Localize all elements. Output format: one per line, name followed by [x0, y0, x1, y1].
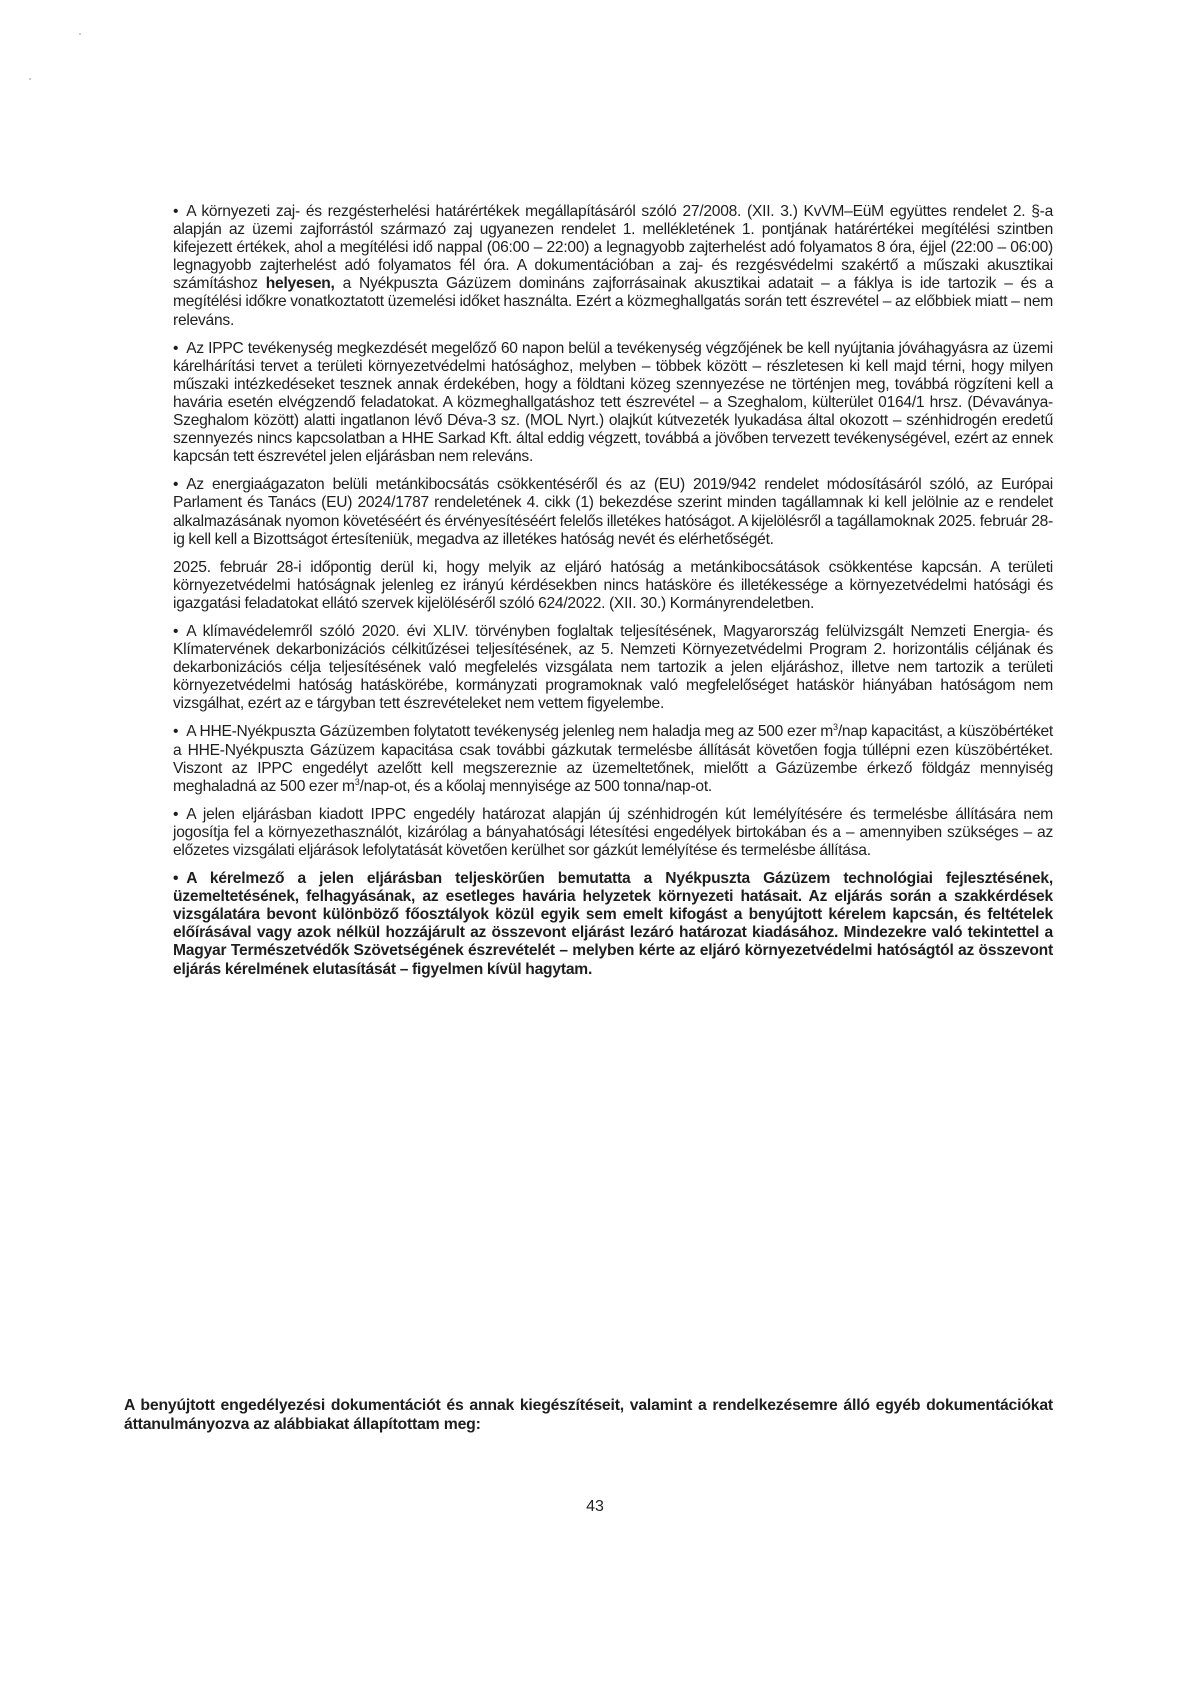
paragraph-ippc-damage-plan — [173, 340, 1053, 467]
paragraph-text: /nap-ot, és a kőolaj mennyisége az 500 tonna/nap-ot. — [359, 777, 713, 795]
superscript: 3 — [833, 722, 838, 733]
paragraph-text: A jelen eljárásban kiadott IPPC engedély határozat alapján új szénhidrogén kút lemélyítésére és termelésbe állítására nem jogosítja fel a környezethasználót, kizárólag a bányahatósági létesítési engedélyek birtokában és a – amennyiben szükséges – az előzetes vizsgálati eljárások lefolytatását követően kerülhet sor gázkút lemélyítése és termelésbe állítása. — [173, 805, 1053, 859]
bullet: • — [173, 339, 179, 357]
paragraph-methane-regulation — [173, 476, 1053, 548]
bullet: • — [173, 870, 179, 888]
bullet: • — [173, 203, 179, 220]
superscript: 3 — [354, 776, 360, 787]
paragraph-methane-authority — [173, 559, 1053, 613]
paragraph-capacity-threshold — [173, 723, 1053, 795]
paragraph-new-wells — [173, 806, 1053, 860]
paragraph-text: Az IPPC tevékenység megkezdését megelőző 60 napon belül a tevékenység végzőjének be kell nyújtania jóváhagyásra az üzemi kárelhárítási tervet a területi környezetvédelmi hatósághoz, melyben – többek között – részletesen ki kell majd térni, hogy milyen műszaki intézkedéseket tesznek annak érdekében, hogy a földtani közeg szennyezése ne történjen meg, továbbá rögzíteni kell a havária esetén elvégzendő feladatokat. A közmeghallgatáshoz tett észrevétel – a Szeghalom, külterület 0164/1 hrsz. (Dévaványa-Szeghalom között) alatti ingatlanon lévő Déva-3 sz. (MOL Nyrt.) olajkút kútvezeték lyukadása által okozott – szénhidrogén eredetű szennyezés nincs kapcsolatban a HHE Sarkad Kft. által eddig végzett, továbbá a jövőben tervezett tevékenységével, ezért az ennek kapcsán tett észrevétel jelen eljárásban nem releváns. — [173, 339, 1053, 466]
document-body — [173, 203, 1053, 989]
bullet: • — [173, 476, 179, 494]
paragraph-climate-law — [173, 623, 1053, 713]
paragraph-applicant-conclusion — [173, 870, 1053, 979]
closing-statement: A benyújtott engedélyezési dokumentációt és annak kiegészítéseit, valamint a rendelkezésemre álló egyéb dokumentációkat áttanulmányozva az alábbiakat állapítottam meg: — [124, 1397, 1053, 1433]
bullet: • — [173, 622, 179, 640]
emphasis-text: helyesen, — [265, 275, 335, 293]
bullet: • — [173, 805, 179, 823]
page-number: 43 — [586, 1498, 604, 1515]
scan-speck — [29, 78, 31, 80]
paragraph-text: A kérelmező a jelen eljárásban teljeskörűen bemutatta a Nyékpuszta Gázüzem technológiai fejlesztésének, üzemeltetésének, felhagyásának, az esetleges havária helyzetek környezeti hatásait. Az eljárás során a szakkérdések vizsgálatára bevont különböző főosztályok közül egyik sem emelt kifogást a benyújtott kérelem kapcsán, és feltételek előírásával vagy azok nélkül hozzájárult az összevont eljárást lezáró határozat kiadásához. Mindezekre való tekintettel a Magyar Természetvédők Szövetségének észrevételét – melyben kérte az eljáró környezetvédelmi hatóságtól az összevont eljárás kérelmének elutasítását – figyelmen kívül hagytam. — [173, 870, 1053, 978]
paragraph-text: A HHE-Nyékpuszta Gázüzemben folytatott tevékenység jelenleg nem haladja meg az 500 ezer m — [186, 723, 834, 741]
paragraph-noise-limits — [173, 203, 1053, 330]
paragraph-text: /nap kapacitást, a küszöbértéket a HHE-Nyékpuszta Gázüzem kapacitása csak további gázkutak termelésbe állítását követően fogja túllépni ezen küszöbértéket. Viszont az IPPC engedélyt azelőtt kell megszereznie az üzemeltetőnek, mielőtt a Gázüzembe érkező földgáz mennyiség meghaladná az 500 ezer m — [173, 723, 1053, 795]
scan-speck — [79, 33, 81, 35]
paragraph-text: 2025. február 28-i időpontig derül ki, hogy melyik az eljáró hatóság a metánkibocsátások csökkentése kapcsán. A területi környezetvédelmi hatóságnak jelenleg ez irányú kérdésekben nincs hatásköre és illetékessége a környezetvédelmi hatósági és igazgatási feladatokat ellátó szervek kijelöléséről szóló 624/2022. (XII. 30.) Kormányrendeletben. — [173, 558, 1053, 612]
paragraph-text: A környezeti zaj- és rezgésterhelési határértékek megállapításáról szóló 27/2008. (XII. 3.) KvVM–EüM együttes rendelet 2. §-a alapján az üzemi zajforrástól származó zaj ugyanezen rendelet 1. mellékletének 1. pontjának határértékei megítélési szintben kifejezett értékek, ahol a megítélési idő nappal (06:00 – 22:00) a legnagyobb zajterhelést adó folyamatos 8 óra, éjjel (22:00 – 06:00) legnagyobb zajterhelést adó folyamatos fél óra. A dokumentációban a zaj- és rezgésvédelmi szakértő a műszaki akusztikai számításhoz — [173, 203, 1053, 293]
paragraph-text: a Nyékpuszta Gázüzem domináns zajforrásainak akusztikai adatait – a fáklya is ide tartozik – és a megítélési időkre vonatkoztatott üzemelési időket használta. Ezért a közmeghallgatás során tett észrevétel – az előbbiek miatt – nem releváns. — [173, 275, 1053, 329]
paragraph-text: Az energiaágazaton belüli metánkibocsátás csökkentéséről és az (EU) 2019/942 rendelet módosításáról szóló, az Európai Parlament és Tanács (EU) 2024/1787 rendeletének 4. cikk (1) bekezdése szerint minden tagállamnak ki kell jelölnie az e rendelet alkalmazásának nyomon követéséért és érvényesítéséért felelős illetékes hatóságot. A kijelölésről a tagállamoknak 2025. február 28-ig kell kell a Bizottságot értesíteniük, megadva az illetékes hatóság nevét és elérhetőségét. — [173, 476, 1053, 548]
paragraph-text: A klímavédelemről szóló 2020. évi XLIV. törvényben foglaltak teljesítésének, Magyarország felülvizsgált Nemzeti Energia- és Klímatervének dekarbonizációs célkitűzései teljesítésének, az 5. Nemzeti Környezetvédelmi Program 2. horizontális céljának és dekarbonizációs célja teljesítésének való megfelelés vizsgálata nem tartozik a jelen eljáráshoz, illetve nem tartozik a területi környezetvédelmi hatóság hatáskörébe, kormányzati programoknak való megfelelőséget hatáskör hiányában hatóságom nem vizsgálhat, ezért az e tárgyban tett észrevételeket nem vettem figyelembe. — [173, 622, 1053, 713]
bullet: • — [173, 723, 179, 741]
